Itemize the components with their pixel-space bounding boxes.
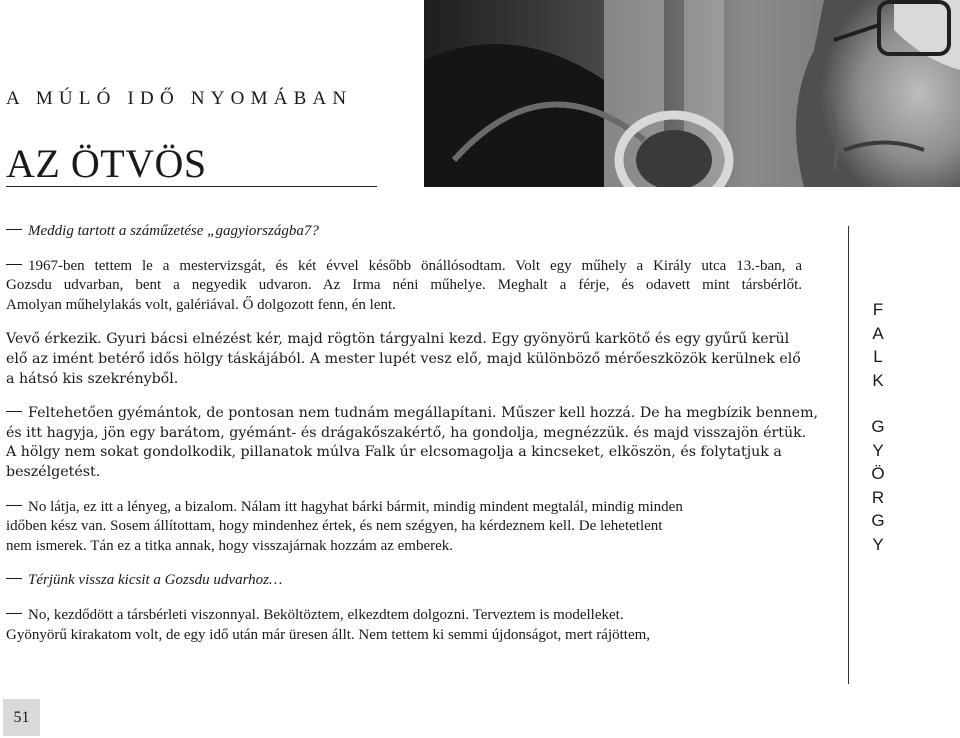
answer-2: Feltehetően gyémántok, de pontosan nem tudnám megállapítani. Műszer kell hozzá. De ha megbízik bennem, és itt hagyja, jön egy barátom, gyémánt- és drágakőszakértő, ha gondolja, megnézzük. és majd visszajön értük. A hölgy nem sokat gondolkodik, pillanatok múlva Falk úr elcsomagolja a kincseket, elköszön, és folytatjuk a beszélgetést. [6,405,819,480]
author-letter: G [871,511,885,530]
page-number: 51 [3,699,40,736]
sidebar-rule [848,226,849,684]
author-letter: R [871,487,885,507]
em-dash [6,578,22,579]
author-letter: A [872,323,884,343]
author-letter: K [872,370,884,390]
answer-1: 1967-ben tettem le a mestervizsgát, és két évvel később önállósodtam. Volt egy műhely a Király utca 13.-ban, a Gozsdu udvarban, bent a negyedik udvaron. Az Irma néni műhelye. Meghalt a férje, és odavett mint társbérlőt. Amolyan műhelylakás volt, galériával. Ő dolgozott fenn, én lent. [6,257,802,313]
question-1: Meddig tartott a száműzetése „gagyiországba7? [6,222,802,242]
author-letter: G [871,417,885,436]
em-dash [6,505,22,506]
narration-1: Vevő érkezik. Gyuri bácsi elnézést kér, majd rögtön tárgyalni kezd. Egy gyönyörű karkötő és egy gyűrű kerül elő az imént betérő idős hölgy táskájából. A mester lupét vesz elő, majd különböző mérőeszközök kerülnek elő a hátsó kis szekrényből. [6,331,801,387]
author-letter: F [872,300,884,319]
portrait-photo [424,0,960,187]
answer-3: No látja, ez itt a lényeg, a bizalom. Nálam itt hagyhat bárki bármit, mindig mindent megtalál, mindig minden időben kész van. Sosem állítottam, hogy mindenhez értek, és nem szégyen, ha kérdeznem kell. De lehetetlent nem ismerek. Tán ez a titka annak, hogy visszajárnak hozzám az emberek. [6,498,683,554]
title-underline [6,186,377,187]
em-dash [6,411,22,412]
section-kicker: A MÚLÓ IDŐ NYOMÁBAN [6,88,353,109]
author-letter: Ö [871,464,885,483]
author-letter: L [873,347,883,366]
author-letter: Y [872,534,884,554]
em-dash [6,229,22,230]
author-name-vertical [866,298,890,556]
author-letter: Y [872,440,884,460]
author-gap [866,392,890,415]
em-dash [6,264,22,265]
em-dash [6,613,22,614]
answer-4: No, kezdődött a társbérleti viszonnyal. Beköltöztem, elkezdtem dolgozni. Terveztem is modelleket. Gyönyörű kirakatom volt, de egy idő után már üresen állt. Nem tettem ki semmi újdonságot, mert rájöttem, [6,606,651,643]
question-2: Térjünk vissza kicsit a Gozsdu udvarhoz… [6,571,802,591]
article-title: AZ ÖTVÖS [6,141,207,186]
article-body [6,222,819,660]
